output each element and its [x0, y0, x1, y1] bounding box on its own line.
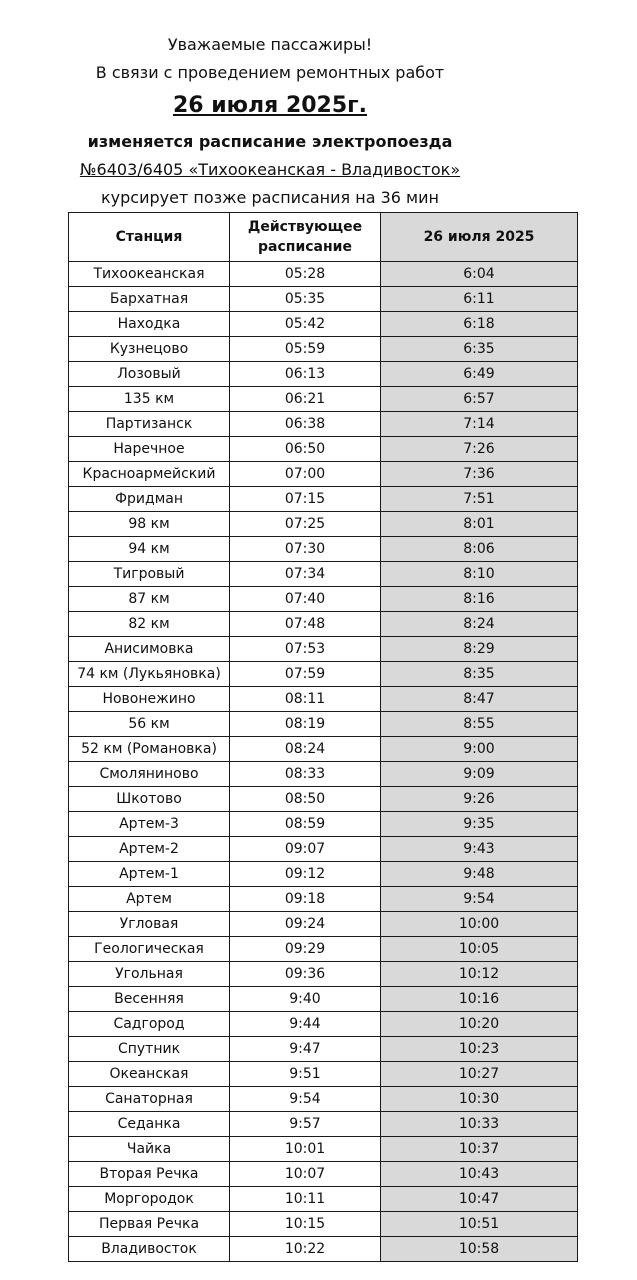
new-time-cell: 6:11 — [381, 287, 578, 312]
current-time-cell: 07:59 — [230, 662, 381, 687]
table-row — [69, 487, 578, 512]
station-cell: Артем-1 — [69, 862, 230, 887]
new-time-cell: 10:33 — [381, 1112, 578, 1137]
current-time-cell: 10:22 — [230, 1237, 381, 1262]
station-cell: Артем-3 — [69, 812, 230, 837]
new-time-cell: 10:05 — [381, 937, 578, 962]
station-cell: Наречное — [69, 437, 230, 462]
new-time-cell: 8:47 — [381, 687, 578, 712]
current-time-cell: 9:47 — [230, 1037, 381, 1062]
new-time-cell: 8:16 — [381, 587, 578, 612]
new-time-cell: 8:35 — [381, 662, 578, 687]
station-cell: 82 км — [69, 612, 230, 637]
new-time-cell: 10:20 — [381, 1012, 578, 1037]
header-new: 26 июля 2025 — [381, 213, 578, 262]
station-cell: 52 км (Романовка) — [69, 737, 230, 762]
new-time-cell: 6:57 — [381, 387, 578, 412]
new-time-cell: 8:55 — [381, 712, 578, 737]
current-time-cell: 08:24 — [230, 737, 381, 762]
new-time-cell: 7:51 — [381, 487, 578, 512]
header-current-line1: Действующее — [247, 219, 363, 235]
table-row — [69, 862, 578, 887]
table-row — [69, 1087, 578, 1112]
current-time-cell: 07:15 — [230, 487, 381, 512]
new-time-cell: 7:26 — [381, 437, 578, 462]
table-row — [69, 662, 578, 687]
station-cell: Первая Речка — [69, 1212, 230, 1237]
current-time-cell: 07:48 — [230, 612, 381, 637]
current-time-cell: 07:34 — [230, 562, 381, 587]
schedule-table — [68, 212, 578, 1262]
table-header-row — [69, 213, 578, 262]
table-row — [69, 312, 578, 337]
current-time-cell: 9:57 — [230, 1112, 381, 1137]
new-time-cell: 9:35 — [381, 812, 578, 837]
table-row — [69, 262, 578, 287]
station-cell: Чайка — [69, 1137, 230, 1162]
current-time-cell: 07:00 — [230, 462, 381, 487]
current-time-cell: 07:30 — [230, 537, 381, 562]
station-cell: Артем — [69, 887, 230, 912]
new-time-cell: 6:49 — [381, 362, 578, 387]
station-cell: 87 км — [69, 587, 230, 612]
new-time-cell: 7:14 — [381, 412, 578, 437]
new-time-cell: 10:16 — [381, 987, 578, 1012]
new-time-cell: 6:35 — [381, 337, 578, 362]
new-time-cell: 10:43 — [381, 1162, 578, 1187]
station-cell: Угольная — [69, 962, 230, 987]
current-time-cell: 05:35 — [230, 287, 381, 312]
current-time-cell: 09:18 — [230, 887, 381, 912]
new-time-cell: 10:00 — [381, 912, 578, 937]
current-time-cell: 08:11 — [230, 687, 381, 712]
current-time-cell: 07:53 — [230, 637, 381, 662]
station-cell: Артем-2 — [69, 837, 230, 862]
current-time-cell: 09:12 — [230, 862, 381, 887]
table-row — [69, 537, 578, 562]
station-cell: Лозовый — [69, 362, 230, 387]
new-time-cell: 8:10 — [381, 562, 578, 587]
new-time-cell: 9:00 — [381, 737, 578, 762]
station-cell: Красноармейский — [69, 462, 230, 487]
table-row — [69, 1162, 578, 1187]
current-time-cell: 09:07 — [230, 837, 381, 862]
current-time-cell: 9:44 — [230, 1012, 381, 1037]
table-row — [69, 287, 578, 312]
current-time-cell: 05:28 — [230, 262, 381, 287]
station-cell: Вторая Речка — [69, 1162, 230, 1187]
table-row — [69, 1212, 578, 1237]
new-time-cell: 7:36 — [381, 462, 578, 487]
table-row — [69, 1237, 578, 1262]
new-time-cell: 6:18 — [381, 312, 578, 337]
train-route: №6403/6405 «Тихоокеанская - Владивосток» — [79, 160, 461, 179]
new-time-cell: 9:54 — [381, 887, 578, 912]
new-time-cell: 10:12 — [381, 962, 578, 987]
new-time-cell: 8:24 — [381, 612, 578, 637]
station-cell: Садгород — [69, 1012, 230, 1037]
new-time-cell: 10:37 — [381, 1137, 578, 1162]
current-time-cell: 09:36 — [230, 962, 381, 987]
station-cell: Тигровый — [69, 562, 230, 587]
table-row — [69, 562, 578, 587]
station-cell: Анисимовка — [69, 637, 230, 662]
station-cell: 98 км — [69, 512, 230, 537]
schedule-body — [69, 262, 578, 1262]
station-cell: Партизанск — [69, 412, 230, 437]
current-time-cell: 09:29 — [230, 937, 381, 962]
new-time-cell: 9:48 — [381, 862, 578, 887]
new-time-cell: 10:27 — [381, 1062, 578, 1087]
table-row — [69, 1062, 578, 1087]
current-time-cell: 9:40 — [230, 987, 381, 1012]
station-cell: Океанская — [69, 1062, 230, 1087]
table-row — [69, 412, 578, 437]
table-row — [69, 687, 578, 712]
table-row — [69, 612, 578, 637]
current-time-cell: 08:59 — [230, 812, 381, 837]
current-time-cell: 9:54 — [230, 1087, 381, 1112]
current-time-cell: 10:01 — [230, 1137, 381, 1162]
station-cell: Кузнецово — [69, 337, 230, 362]
new-time-cell: 10:23 — [381, 1037, 578, 1062]
table-row — [69, 512, 578, 537]
current-time-cell: 06:38 — [230, 412, 381, 437]
new-time-cell: 10:47 — [381, 1187, 578, 1212]
current-time-cell: 07:25 — [230, 512, 381, 537]
header-current — [230, 213, 381, 262]
station-cell: Санаторная — [69, 1087, 230, 1112]
current-time-cell: 10:15 — [230, 1212, 381, 1237]
station-cell: 135 км — [69, 387, 230, 412]
new-time-cell: 10:51 — [381, 1212, 578, 1237]
current-time-cell: 10:07 — [230, 1162, 381, 1187]
current-time-cell: 06:13 — [230, 362, 381, 387]
table-row — [69, 637, 578, 662]
station-cell: Моргородок — [69, 1187, 230, 1212]
change-text: изменяется расписание электропоезда — [87, 132, 453, 151]
table-row — [69, 962, 578, 987]
station-cell: Фридман — [69, 487, 230, 512]
current-time-cell: 9:51 — [230, 1062, 381, 1087]
greeting: Уважаемые пассажиры! — [167, 35, 373, 54]
new-time-cell: 10:58 — [381, 1237, 578, 1262]
header-station: Станция — [69, 213, 230, 262]
new-time-cell: 8:01 — [381, 512, 578, 537]
table-row — [69, 787, 578, 812]
station-cell: Угловая — [69, 912, 230, 937]
new-time-cell: 9:26 — [381, 787, 578, 812]
table-row — [69, 937, 578, 962]
current-time-cell: 08:50 — [230, 787, 381, 812]
table-row — [69, 587, 578, 612]
new-time-cell: 8:29 — [381, 637, 578, 662]
table-row — [69, 812, 578, 837]
table-row — [69, 887, 578, 912]
station-cell: Новонежино — [69, 687, 230, 712]
station-cell: Шкотово — [69, 787, 230, 812]
station-cell: Тихоокеанская — [69, 262, 230, 287]
notice-date: 26 июля 2025г. — [172, 93, 368, 118]
table-row — [69, 462, 578, 487]
table-row — [69, 987, 578, 1012]
current-time-cell: 09:24 — [230, 912, 381, 937]
table-row — [69, 762, 578, 787]
new-time-cell: 9:43 — [381, 837, 578, 862]
station-cell: Бархатная — [69, 287, 230, 312]
table-row — [69, 912, 578, 937]
station-cell: Владивосток — [69, 1237, 230, 1262]
reason-text: В связи с проведением ремонтных работ — [95, 63, 445, 82]
current-time-cell: 08:33 — [230, 762, 381, 787]
station-cell: Весенняя — [69, 987, 230, 1012]
current-time-cell: 10:11 — [230, 1187, 381, 1212]
new-time-cell: 9:09 — [381, 762, 578, 787]
table-row — [69, 712, 578, 737]
table-row — [69, 387, 578, 412]
station-cell: Геологическая — [69, 937, 230, 962]
current-time-cell: 05:59 — [230, 337, 381, 362]
current-time-cell: 06:21 — [230, 387, 381, 412]
table-row — [69, 1037, 578, 1062]
table-row — [69, 1012, 578, 1037]
table-row — [69, 837, 578, 862]
table-row — [69, 362, 578, 387]
table-row — [69, 437, 578, 462]
current-time-cell: 07:40 — [230, 587, 381, 612]
station-cell: 94 км — [69, 537, 230, 562]
station-cell: Смоляниново — [69, 762, 230, 787]
station-cell: Находка — [69, 312, 230, 337]
station-cell: 56 км — [69, 712, 230, 737]
current-time-cell: 06:50 — [230, 437, 381, 462]
station-cell: 74 км (Лукьяновка) — [69, 662, 230, 687]
table-row — [69, 1187, 578, 1212]
station-cell: Спутник — [69, 1037, 230, 1062]
header-current-line2: расписание — [258, 239, 352, 255]
table-row — [69, 1112, 578, 1137]
new-time-cell: 8:06 — [381, 537, 578, 562]
table-row — [69, 737, 578, 762]
station-cell: Седанка — [69, 1112, 230, 1137]
current-time-cell: 08:19 — [230, 712, 381, 737]
new-time-cell: 10:30 — [381, 1087, 578, 1112]
table-row — [69, 337, 578, 362]
delay-text: курсирует позже расписания на 36 мин — [101, 188, 439, 207]
table-row — [69, 1137, 578, 1162]
current-time-cell: 05:42 — [230, 312, 381, 337]
new-time-cell: 6:04 — [381, 262, 578, 287]
